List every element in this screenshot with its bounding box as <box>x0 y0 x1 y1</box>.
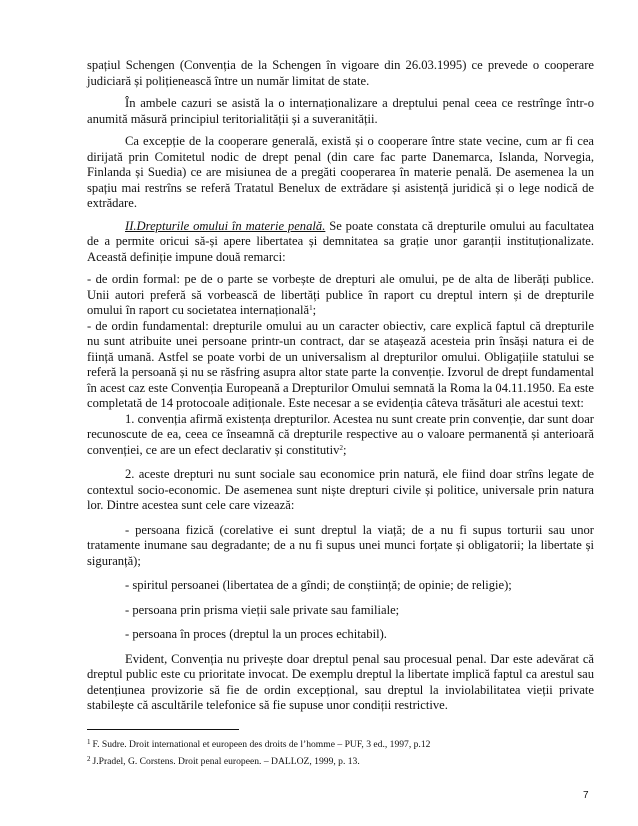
list-item-spirit: - spiritul persoanei (libertatea de a gîndi; de conștiință; de opinie; de religie); <box>125 578 512 592</box>
section-intro: Se poate constata că drepturile omului au facultatea de a permite oricui să-și apere libertatea și demnitatea sa grație unor garanții instituționalizate. Această definiție impune două remarci: <box>87 218 594 264</box>
list-item-private-life: - persoana prin prisma vieții sale private sau familiale; <box>125 602 400 617</box>
list-item-trial: - persoana în proces (dreptul la un proces echitabil). <box>125 627 387 641</box>
formal-text: - de ordin formal: pe de o parte se vorbește de drepturi ale omului, pe de alta de liberăți publice. Unii autori preferă să vorbească de libertăți publice în raport cu dreptul intern și de drepturile omului în raport cu societatea internațională <box>87 272 594 317</box>
footnote-2 <box>87 752 594 769</box>
paragraph-formal <box>87 272 594 319</box>
footnote-ref-2: 2 <box>339 443 343 452</box>
paragraph-cooperation: Ca excepție de la cooperare generală, există și o cooperare între state vecine, cum ar fi cea dirijată prin Comitetul nodic de drept penal (din care fac parte Danemarca, Islanda, Norvegia, Finlanda și Suedia) ce are misiunea de a pregăti cooperarea în materie penală. De asemenea la un spațiu mai restrîns se referă Tratatul Benelux de extrădare și asistență juridică și o lege nodică de extrădare. <box>87 134 594 210</box>
section-heading: II.Drepturile omului în materie penală. <box>125 218 326 233</box>
footnote-mark: 1 <box>87 738 91 746</box>
paragraph-point-1 <box>87 412 594 459</box>
footnote-text: J.Pradel, G. Corstens. Droit penal europeen. – DALLOZ, 1999, p. 13. <box>92 756 360 767</box>
footnote-1 <box>87 735 594 752</box>
body-text <box>87 58 594 721</box>
paragraph-internationalization: În ambele cazuri se asistă la o internaționalizare a dreptului penal ceea ce restrînge într-o anumită măsură principiul teritorialității și a suveranității. <box>87 96 594 126</box>
paragraph-point-2: 2. aceste drepturi nu sunt sociale sau economice prin natură, ele fiind doar strîns legate de contextul socio-economic. De asemenea sunt niște drepturi civile și politice, universale prin natura lor. Dintre acestea sunt cele care vizează: <box>87 467 594 512</box>
footnote-ref-1: 1 <box>309 304 313 312</box>
point-1-end: ; <box>342 442 347 457</box>
footnote-mark: 2 <box>87 755 91 763</box>
footnotes <box>87 735 594 769</box>
paragraph-conclusion: Evident, Convenția nu privește doar dreptul penal sau procesual penal. Dar este adevărat că dreptul public este cu prioritate invocat. De exemplu dreptul la libertate implică faptul ca arestul sau detențiunea provizorie să fie de ordin excepțional, sau dreptul la inviolabilitatea vieții private stabilește că ascultările telefonice să fie supuse unor condiții restrictive. <box>87 651 594 712</box>
paragraph-fundamental: - de ordin fundamental: drepturile omului au un caracter obiectiv, care explică faptul că drepturile nu sunt atribuite unei persoane printr-un contract, dar se atașează acesteia prin însăși natura ei de ființă umană. Astfel se poate vorbi de un universalism al drepturilor omului. Obligațiile statului se referă la persoană și nu se răsfring asupra altor state parte la convenție. Izvorul de drept fundamental în acest caz este Convenția Europeană a Drepturilor Omului semnată la Roma la 04.11.1950. Ea este completată de 14 protocoale adiționale. Este necesar a se evidenția câteva trăsături ale acestui text: <box>87 318 594 410</box>
list-item-physical-person: - persoana fizică (corelative ei sunt dreptul la viață; de a nu fi supus torturii sau unor tratamente inumane sau degradante; de a nu fi supus unei munci forțate și obligatorii; la libertate și siguranță); <box>87 522 594 568</box>
paragraph-human-rights <box>87 219 594 266</box>
paragraph-schengen: spațiul Schengen (Convenția de la Schengen în vigoare din 26.03.1995) ce prevede o cooperare judiciară și polițienească între un număr limitat de state. <box>87 58 594 88</box>
page-number: 7 <box>583 790 589 801</box>
footnote-text: F. Sudre. Droit international et europeen des droits de l’homme – PUF, 3 ed., 1997, p.12 <box>92 739 431 750</box>
footnote-divider <box>87 729 239 730</box>
point-1-text: 1. convenția afirmă existența drepturilor. Acestea nu sunt create prin convenție, dar sunt doar recunoscute de ea, ceea ce înseamnă că drepturile respective au o valoare permanentă și anterioară convenției, ce are un efect declarativ și constitutiv <box>87 411 594 457</box>
formal-end: ; <box>312 303 317 317</box>
